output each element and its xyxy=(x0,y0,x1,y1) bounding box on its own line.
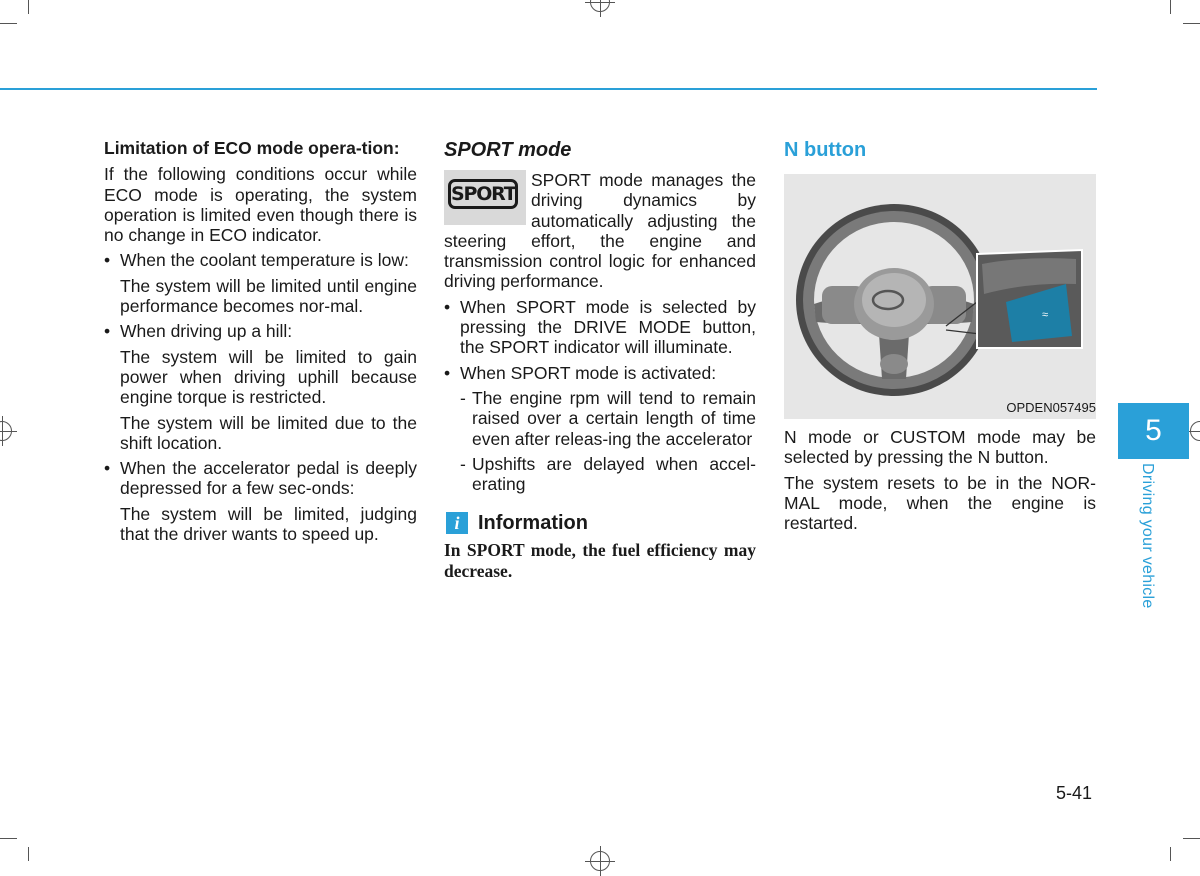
crop-mark xyxy=(28,847,29,861)
page-number: 5-41 xyxy=(1056,783,1093,803)
n-button-paragraph: The system resets to be in the NOR-MAL mode, when the engine is restarted. xyxy=(784,472,1096,534)
chapter-name-label: Driving your vehicle xyxy=(1139,463,1156,609)
chapter-name-vertical xyxy=(1138,463,1158,623)
crop-mark xyxy=(28,0,29,14)
registration-mark-left xyxy=(0,421,12,441)
crop-mark xyxy=(1170,0,1171,14)
dash-item: - Upshifts are delayed when accel-erating xyxy=(444,454,756,495)
sport-description: SPORT mode manages the driving dynamics by automatically adjusting the steering effort, the engine and transmission control logic for enhanced driving performance. xyxy=(444,170,756,292)
svg-text:≈: ≈ xyxy=(1042,309,1049,321)
n-button-paragraph: N mode or CUSTOM mode may be selected by pressing the N button. xyxy=(784,427,1096,468)
bullet-subtext: The system will be limited, judging that the driver wants to speed up. xyxy=(120,503,417,545)
section-heading: Limitation of ECO mode opera-tion: xyxy=(104,138,400,158)
bullet-subtext: The system will be limited to gain power when driving uphill because engine torque is restricted. xyxy=(120,346,417,408)
registration-mark-bottom xyxy=(590,851,610,871)
bullet-item: • When the coolant temperature is low: xyxy=(104,250,417,270)
sport-description-block xyxy=(444,170,756,292)
header-rule xyxy=(0,88,1097,90)
registration-mark-top xyxy=(590,0,610,12)
crop-mark xyxy=(1183,23,1200,24)
chapter-number-tab: 5 xyxy=(1118,403,1189,459)
registration-mark-right xyxy=(1190,421,1200,441)
sport-indicator-icon xyxy=(444,170,526,225)
bullet-item: • When driving up a hill: xyxy=(104,321,417,341)
column-sport-mode xyxy=(444,138,756,581)
steering-wheel-figure xyxy=(784,174,1096,419)
dash-item: - The engine rpm will tend to remain raised over a certain length of time even after releas-ing the accelerator xyxy=(444,388,756,449)
intro-paragraph: If the following conditions occur while ECO mode is operating, the system operation is limited even though there is no change in ECO indicator. xyxy=(104,164,417,246)
bullet-subtext: The system will be limited until engine performance becomes nor-mal. xyxy=(120,275,417,317)
section-title: SPORT mode xyxy=(444,139,572,161)
info-icon: i xyxy=(446,512,468,534)
bullet-item: • When SPORT mode is activated: xyxy=(444,363,756,383)
steering-wheel-illustration xyxy=(784,174,1096,419)
bullet-item: • When SPORT mode is selected by pressing the DRIVE MODE button, the SPORT indicator will illuminate. xyxy=(444,297,756,358)
column-eco-limitation xyxy=(104,138,417,549)
section-title: N button xyxy=(784,139,867,161)
column-n-button xyxy=(784,138,1096,538)
crop-mark xyxy=(0,838,17,839)
crop-mark xyxy=(1183,838,1200,839)
crop-mark xyxy=(1170,847,1171,861)
figure-code: OPDEN057495 xyxy=(1006,399,1096,415)
information-title: Information xyxy=(478,512,588,535)
crop-mark xyxy=(0,23,17,24)
bullet-subtext: The system will be limited due to the shift location. xyxy=(120,412,417,453)
sport-badge-label: SPORT xyxy=(448,179,518,209)
information-header xyxy=(444,512,756,534)
information-text: In SPORT mode, the fuel efficiency may decrease. xyxy=(444,540,756,581)
bullet-item: • When the accelerator pedal is deeply depressed for a few sec-onds: xyxy=(104,458,417,499)
